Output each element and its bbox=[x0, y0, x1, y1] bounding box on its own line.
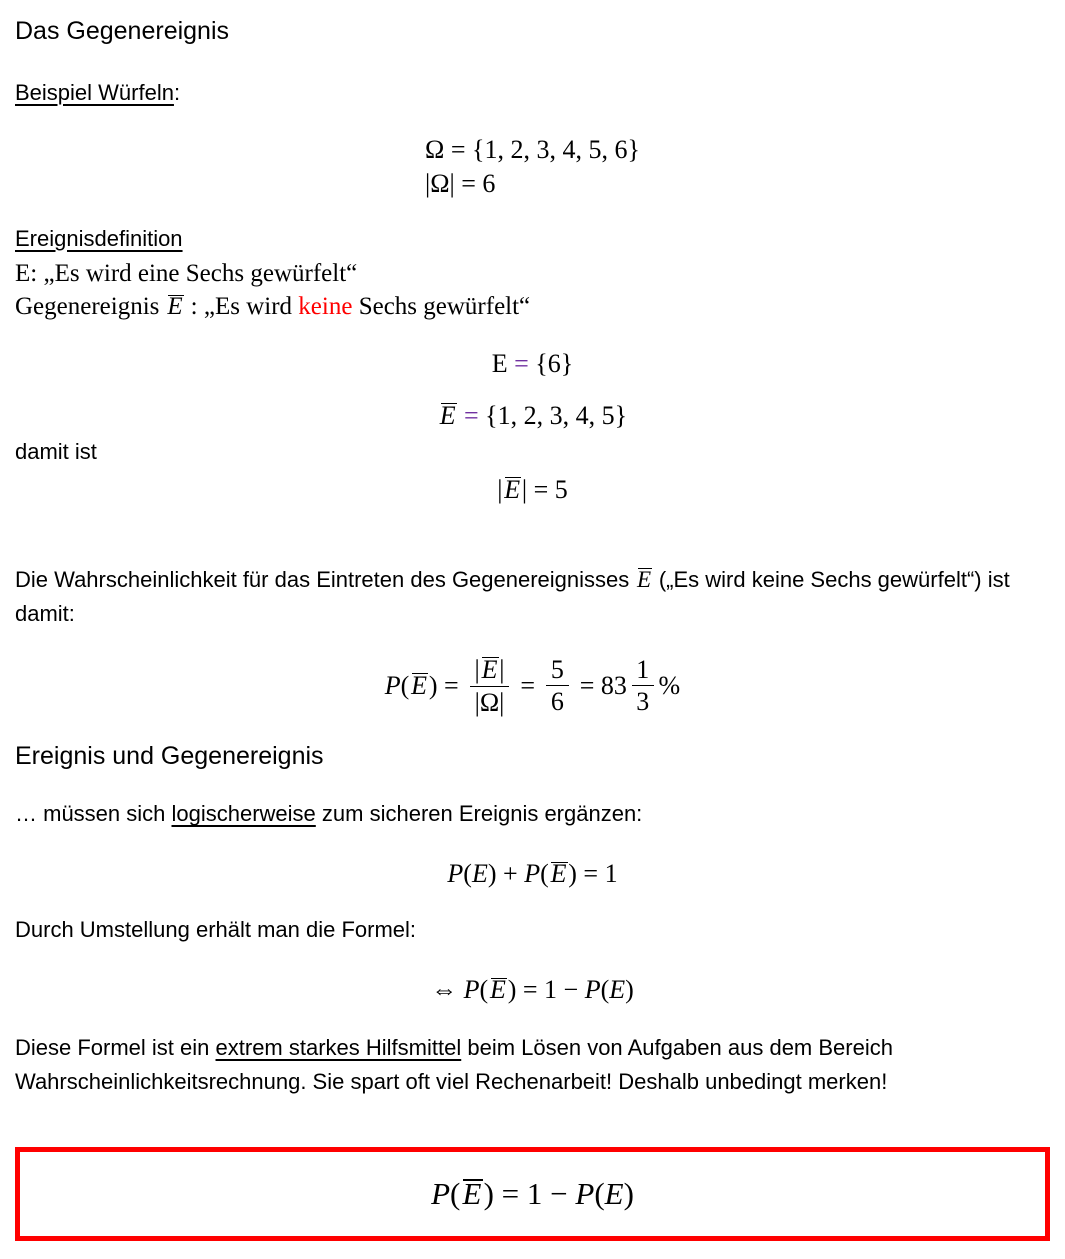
paragraph-diese-line1 bbox=[15, 1031, 1050, 1065]
cardinality-value: | = 5 bbox=[521, 474, 568, 504]
ebar-set-value: {1, 2, 3, 4, 5} bbox=[485, 400, 628, 430]
paragraph-probability bbox=[15, 563, 1050, 631]
paragraph-probability-line1 bbox=[15, 563, 1050, 597]
bar-open: | bbox=[497, 474, 503, 504]
paren-open: ( bbox=[594, 1176, 605, 1212]
p-symbol: P bbox=[384, 670, 401, 700]
overline-e-symbol: E bbox=[504, 474, 521, 504]
math-probability-formula bbox=[15, 654, 1050, 719]
math-ebar-set bbox=[15, 399, 1050, 433]
diese-pre-text: Diese Formel ist ein bbox=[15, 1035, 216, 1061]
fraction-denominator: 3 bbox=[636, 687, 650, 717]
complement-post-text: Sechs gewürfelt“ bbox=[352, 292, 531, 320]
probability-pre-text: Die Wahrscheinlichkeit für das Eintreten des Gegenereignisses bbox=[15, 566, 636, 592]
math-omega-block bbox=[15, 133, 1050, 201]
overline-e-symbol: E bbox=[490, 975, 506, 1005]
p-symbol: P bbox=[431, 1176, 451, 1212]
whole-number: 83 bbox=[600, 670, 627, 700]
e-symbol: E bbox=[471, 859, 488, 889]
equals-purple: = bbox=[507, 348, 536, 378]
paragraph-diese-line2: Wahrscheinlichkeitsrechnung. Sie spart oft viel Rechenarbeit! Deshalb unbedingt merken! bbox=[15, 1069, 888, 1095]
equals-one-run: ) = 1 bbox=[568, 859, 618, 889]
overline-e-symbol: E bbox=[637, 565, 652, 592]
math-omega-set: Ω = {1, 2, 3, 4, 5, 6} bbox=[425, 134, 640, 164]
paren-open: ( bbox=[479, 975, 489, 1005]
fraction-denominator: |Ω| bbox=[474, 687, 505, 717]
equals-one-minus-run: ) = 1 − bbox=[483, 1176, 576, 1212]
text-complement-definition bbox=[15, 290, 1050, 323]
word-keine-red: keine bbox=[298, 292, 353, 320]
equals-purple: = bbox=[457, 400, 486, 430]
overline-e-symbol: E bbox=[167, 292, 183, 320]
complement-pre-text: Gegenereignis bbox=[15, 292, 166, 320]
overline-e-symbol: E bbox=[411, 670, 428, 700]
phrase-extrem-starkes-hilfsmittel-underlined: extrem starkes Hilfsmittel bbox=[215, 1035, 462, 1061]
paren-close: ) bbox=[625, 975, 634, 1005]
paren-open: ( bbox=[463, 859, 472, 889]
fraction-ebar-over-omega bbox=[470, 655, 509, 717]
probability-post-text: („Es wird keine Sechs gewürfelt“) ist bbox=[652, 566, 1010, 592]
subtitle-beispiel-wuerfeln bbox=[15, 79, 1050, 107]
equals-sign: = bbox=[513, 670, 542, 700]
muessen-post-text: zum sicheren Ereignis ergänzen: bbox=[315, 801, 643, 827]
fraction-numerator: 5 bbox=[546, 655, 568, 686]
math-sum-formula bbox=[15, 857, 1050, 891]
highlighted-formula-box bbox=[15, 1147, 1050, 1241]
page-title: Das Gegenereignis bbox=[15, 17, 230, 45]
fraction-five-sixths bbox=[546, 655, 568, 716]
bar-open: | bbox=[474, 654, 480, 684]
p-symbol: P bbox=[524, 859, 541, 889]
math-ebar-cardinality bbox=[15, 473, 1050, 507]
paragraph-diese-formel bbox=[15, 1031, 1050, 1099]
paragraph-muessen bbox=[15, 797, 1050, 831]
math-omega-cardinality: |Ω| = 6 bbox=[425, 168, 496, 198]
overline-e-symbol: E bbox=[460, 1176, 483, 1212]
e-symbol: E bbox=[609, 975, 626, 1005]
math-box-formula bbox=[431, 1176, 634, 1212]
equals-one-minus-run: ) = 1 − bbox=[507, 975, 585, 1005]
percent-sign: % bbox=[658, 670, 681, 700]
e-symbol: E bbox=[604, 1176, 624, 1212]
fraction-denominator: 6 bbox=[550, 687, 564, 717]
bar-close: | bbox=[499, 654, 505, 684]
paren-open: ( bbox=[540, 859, 549, 889]
paren-open: ( bbox=[600, 975, 610, 1005]
equals-sign: = bbox=[437, 670, 466, 700]
equals-sign: = bbox=[573, 670, 601, 700]
p-symbol: P bbox=[463, 975, 480, 1005]
paragraph-probability-line2: damit: bbox=[15, 600, 75, 626]
subtitle-underlined-text: Beispiel Würfeln bbox=[15, 79, 174, 105]
muessen-pre-text: … müssen sich bbox=[15, 801, 172, 827]
fraction-numerator bbox=[470, 655, 509, 687]
math-inverse-formula bbox=[15, 973, 1050, 1007]
equivalence-arrow: ⇔ bbox=[431, 975, 464, 1005]
p-symbol: P bbox=[575, 1176, 595, 1212]
paren-close: ) bbox=[428, 670, 438, 700]
heading-ereignisdefinition: Ereignisdefinition bbox=[15, 225, 183, 251]
word-logischerweise-underlined: logischerweise bbox=[171, 801, 316, 827]
e-symbol: E bbox=[491, 348, 508, 378]
e-set-value: {6} bbox=[535, 348, 574, 378]
plus-run: ) + bbox=[487, 859, 525, 889]
overline-e-symbol: E bbox=[481, 654, 498, 684]
overline-e-symbol: E bbox=[439, 400, 456, 430]
text-durch-umstellung: Durch Umstellung erhält man die Formel: bbox=[15, 917, 417, 943]
fraction-numerator: 1 bbox=[632, 655, 654, 686]
fraction-one-third bbox=[632, 655, 654, 716]
p-symbol: P bbox=[584, 975, 601, 1005]
diese-post-text: beim Lösen von Aufgaben aus dem Bereich bbox=[461, 1035, 893, 1061]
paren-open: ( bbox=[400, 670, 410, 700]
paren-close: ) bbox=[623, 1176, 634, 1212]
text-event-definition: E: „Es wird eine Sechs gewürfelt“ bbox=[15, 259, 358, 287]
subtitle-colon: : bbox=[173, 79, 181, 105]
complement-mid-text: : „Es wird bbox=[184, 292, 299, 320]
paren-open: ( bbox=[450, 1176, 461, 1212]
text-damit-ist: damit ist bbox=[15, 438, 97, 464]
heading-ereignis-und-gegenereignis: Ereignis und Gegenereignis bbox=[15, 741, 324, 770]
math-e-set bbox=[15, 347, 1050, 381]
overline-e-symbol: E bbox=[550, 859, 567, 889]
p-symbol: P bbox=[447, 859, 464, 889]
